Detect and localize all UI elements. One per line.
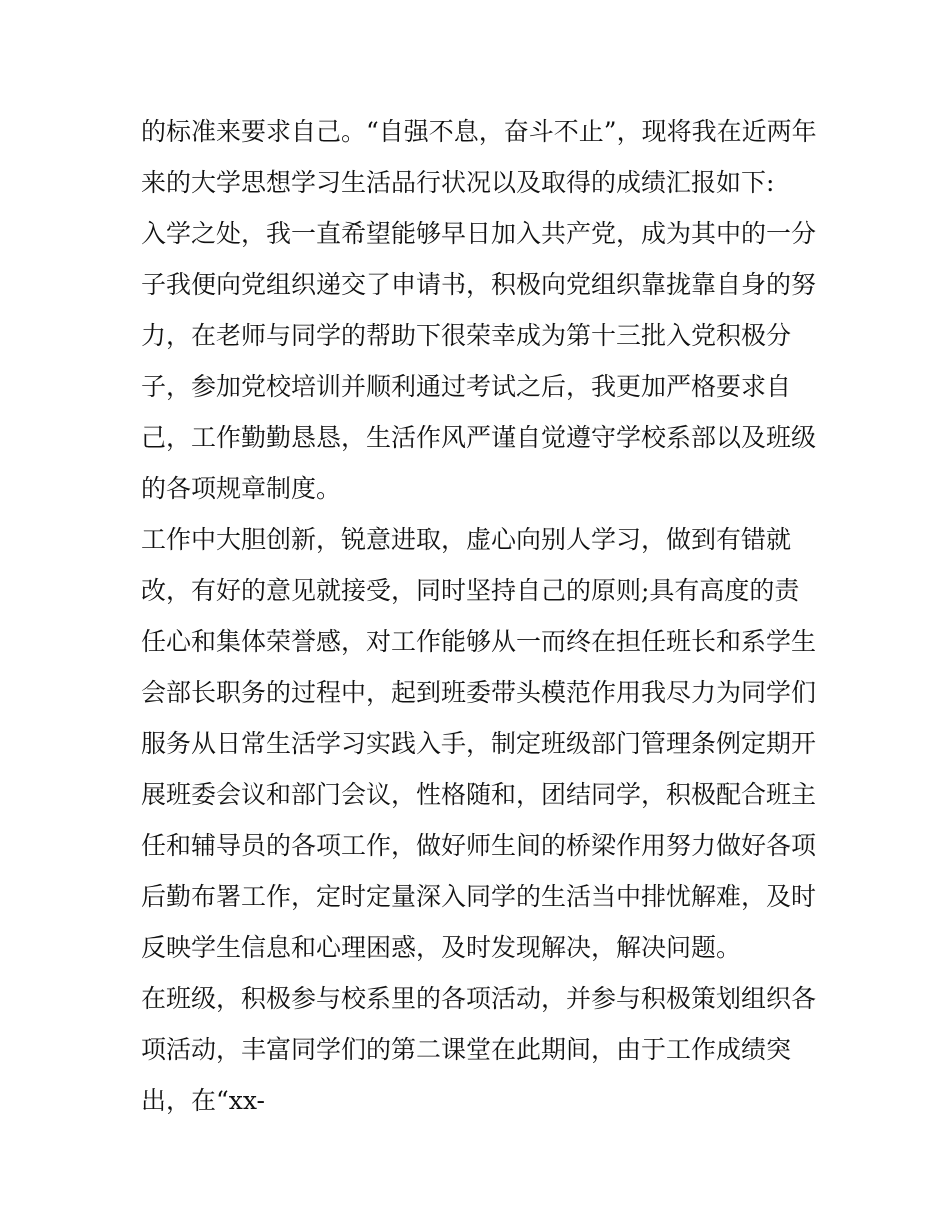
text-line: 来的大学思想学习生活品行状况以及取得的成绩汇报如下: [141, 168, 775, 197]
text-line: 的标准来要求自己。“自强不息，奋斗不止”，现将我在近两年 [141, 117, 817, 146]
text-line: 出，在“xx- [141, 1086, 265, 1115]
text-line: 任心和集体荣誉感，对工作能够从一而终在担任班长和系学生 [141, 627, 817, 656]
text-line: 展班委会议和部门会议，性格随和，团结同学，积极配合班主 [141, 780, 817, 809]
text-line: 己，工作勤勤恳恳，生活作风严谨自觉遵守学校系部以及班级 [141, 423, 817, 452]
text-line: 的各项规章制度。 [141, 474, 342, 503]
text-line: 任和辅导员的各项工作，做好师生间的桥梁作用努力做好各项 [141, 831, 817, 860]
text-line: 工作中大胆创新，锐意进取，虚心向别人学习，做到有错就 [141, 525, 792, 554]
text-line: 项活动，丰富同学们的第二课堂在此期间，由于工作成绩突 [141, 1035, 792, 1064]
document-body [141, 106, 841, 1126]
text-line: 力，在老师与同学的帮助下很荣幸成为第十三批入党积极分 [141, 321, 792, 350]
text-line: 反映学生信息和心理困惑，及时发现解决，解决问题。 [141, 933, 742, 962]
text-line: 改，有好的意见就接受，同时坚持自己的原则;具有高度的责 [141, 576, 800, 605]
text-line: 子我便向党组织递交了申请书，积极向党组织靠拢靠自身的努 [141, 270, 817, 299]
text-line: 在班级，积极参与校系里的各项活动，并参与积极策划组织各 [141, 984, 817, 1013]
text-line: 会部长职务的过程中，起到班委带头模范作用我尽力为同学们 [141, 678, 817, 707]
text-line: 服务从日常生活学习实践入手，制定班级部门管理条例定期开 [141, 729, 817, 758]
text-line: 入学之处，我一直希望能够早日加入共产党，成为其中的一分 [141, 219, 817, 248]
text-line: 后勤布署工作，定时定量深入同学的生活当中排忧解难，及时 [141, 882, 817, 911]
text-line: 子，参加党校培训并顺利通过考试之后，我更加严格要求自 [141, 372, 792, 401]
